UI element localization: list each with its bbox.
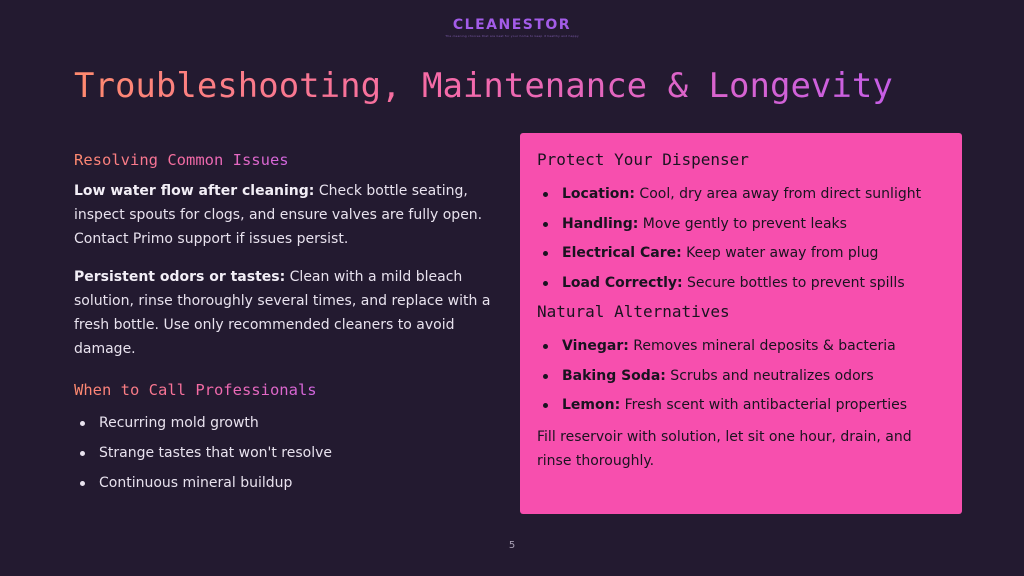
item-label: Lemon: [562,397,621,413]
issue-text: Clean with a mild bleach solution, rinse thoroughly several times, and replace with a fresh bottle. Use only recommended cleaners to avoid damage. [74,269,491,357]
protect-dispenser-heading: Protect Your Dispenser [537,150,749,169]
item-label: Handling: [562,215,639,232]
list-item [537,243,945,263]
brand-tagline: The cleaning choices that are best for your home to keep it healthy and happy [445,34,579,38]
item-text: Removes mineral deposits & bacteria [628,338,896,354]
tips-card [520,133,962,514]
protect-list [537,184,945,293]
resolving-issues-heading: Resolving Common Issues [74,151,289,169]
item-text: Secure bottles to prevent spills [682,274,905,291]
brand-header [0,14,1024,38]
list-item [537,366,945,386]
item-label: Location: [562,186,635,202]
item-text: Keep water away from plug [681,245,879,261]
left-column [74,150,499,503]
list-item: Strange tastes that won't resolve [74,443,499,463]
list-item [537,395,945,415]
professionals-list [74,413,499,493]
item-text: Scrubs and neutralizes odors [665,367,874,384]
issue-label: Low water flow after cleaning: [74,183,315,199]
natural-list [537,336,945,415]
card-footer-text: Fill reservoir with solution, let sit one hour, drain, and rinse thoroughly. [537,428,912,469]
list-item [537,214,945,234]
list-item [537,273,945,293]
call-professionals-heading: When to Call Professionals [74,381,317,399]
item-text: Cool, dry area away from direct sunlight [634,186,922,202]
issue-label: Persistent odors or tastes: [74,269,286,285]
list-item: Recurring mold growth [74,413,499,433]
item-label: Baking Soda: [562,367,666,384]
natural-alternatives-heading: Natural Alternatives [537,302,730,321]
item-text: Fresh scent with antibacterial properties [620,397,908,413]
item-label: Vinegar: [562,338,629,354]
item-label: Electrical Care: [562,245,682,261]
page-title: Troubleshooting, Maintenance & Longevity [74,66,893,106]
issue-low-water-flow [74,179,499,251]
list-item: Continuous mineral buildup [74,473,499,493]
item-text: Move gently to prevent leaks [638,215,847,232]
issue-text: Check bottle seating, inspect spouts for clogs, and ensure valves are fully open. Contact Primo support if issues persist. [74,183,483,247]
list-item [537,184,945,204]
issue-persistent-odors [74,265,499,361]
brand-logo: CLEANESTOR [452,17,572,33]
item-label: Load Correctly: [562,274,683,291]
list-item [537,336,945,356]
page-number: 5 [508,540,516,551]
